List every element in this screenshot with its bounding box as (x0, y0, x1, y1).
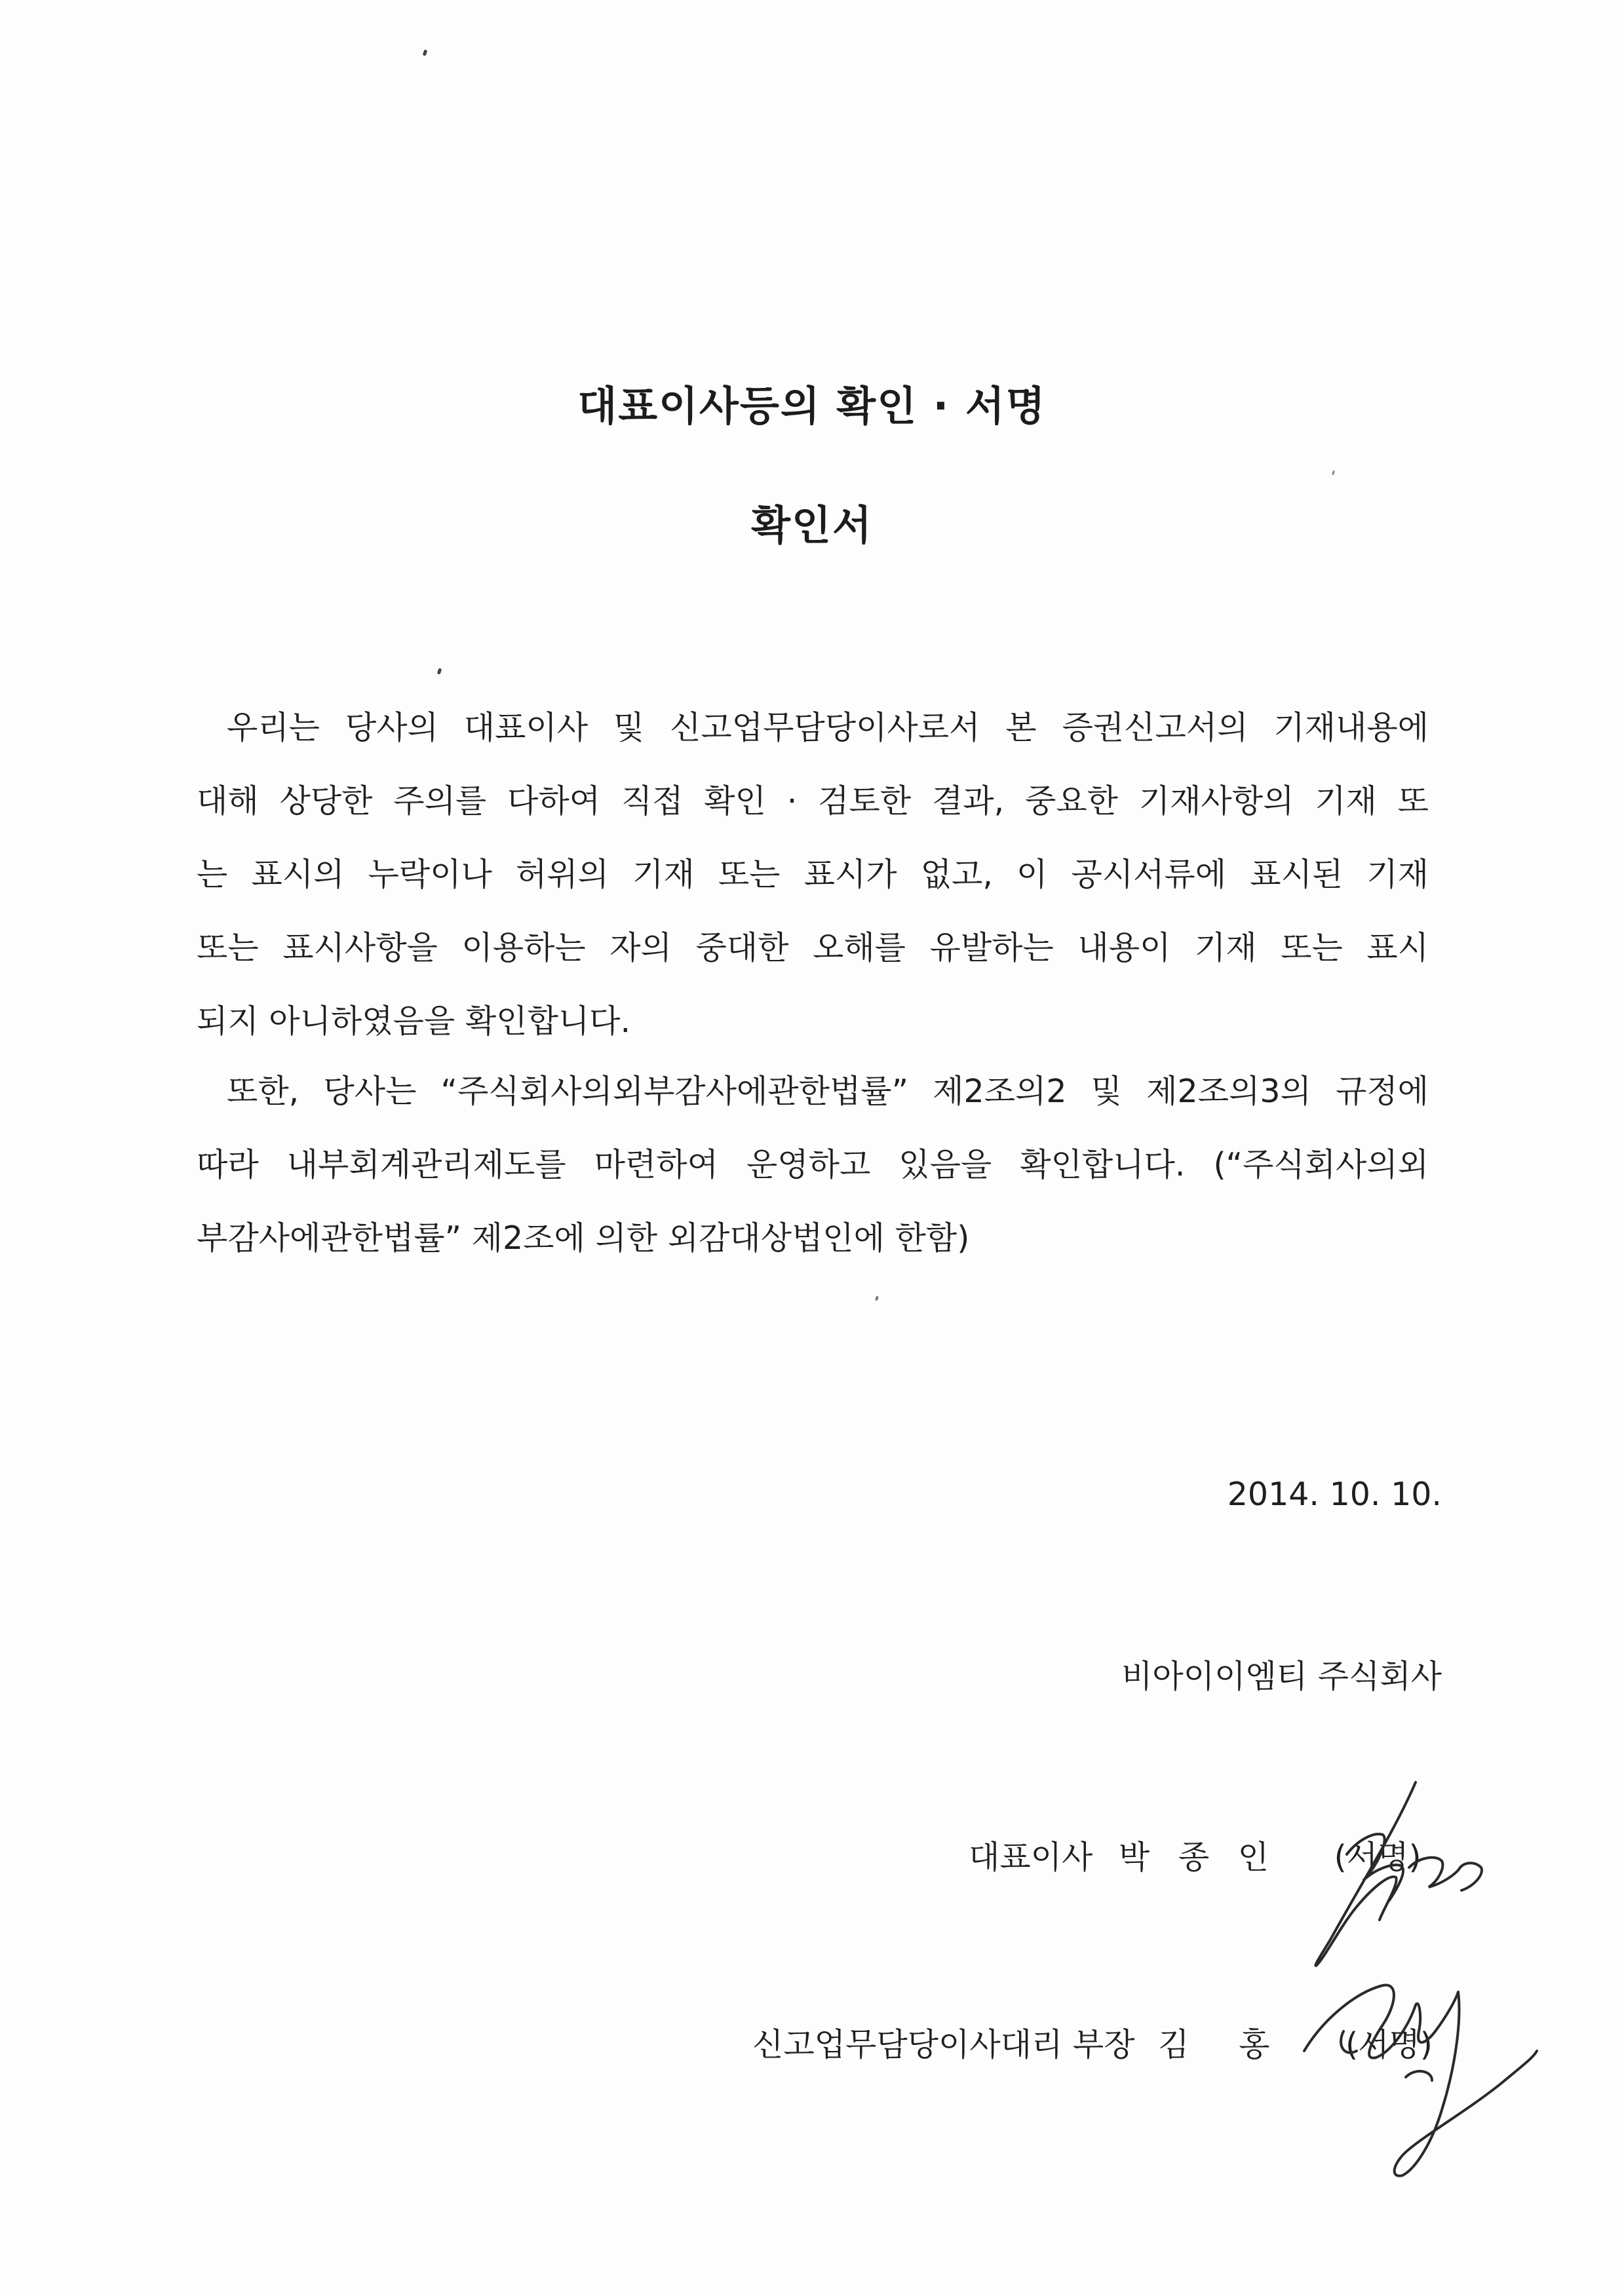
signer-reporting-officer-title: 신고업무담당이사대리 부장 (752, 2026, 1135, 2063)
paragraph-1-line: 는 표시의 누락이나 허위의 기재 또는 표시가 없고, 이 공시서류에 표시된 기재 (197, 856, 1429, 893)
paragraph-2-line: 따라 내부회계관리제도를 마련하여 운영하고 있음을 확인합니다. (“주식회사의외 (197, 1146, 1429, 1183)
scan-speck (437, 668, 442, 674)
paragraph-1-line: 대해 상당한 주의를 다하여 직접 확인 · 검토한 결과, 중요한 기재사항의 기재 또 (197, 782, 1429, 820)
signer-reporting-officer-name: 김 홍 (1158, 2026, 1290, 2063)
paragraph-1-line: 또는 표시사항을 이용하는 자의 중대한 오해를 유발하는 내용이 기재 또는 표시 (197, 929, 1429, 966)
paragraph-1-line: 우리는 당사의 대표이사 및 신고업무담당이사로서 본 증권신고서의 기재내용에 (227, 709, 1429, 746)
paragraph-2-line: 부감사에관한법률” 제2조에 의한 외감대상법인에 한함) (197, 1219, 970, 1257)
paragraph-1-line: 되지 아니하였음을 확인합니다. (197, 1003, 631, 1040)
paragraph-2-line: 또한, 당사는 “주식회사의외부감사에관한법률” 제2조의2 및 제2조의3의 규정에 (227, 1073, 1429, 1110)
document-subtitle: 확인서 (751, 501, 873, 549)
scan-speck (1332, 470, 1335, 476)
company-name: 비아이이엠티 주식회사 (1121, 1658, 1442, 1695)
signer-reporting-officer-seal-label: (서명) (1345, 2026, 1433, 2063)
scan-speck (423, 49, 428, 56)
paragraph-1 (197, 691, 1429, 1058)
paragraph-2 (197, 1055, 1429, 1275)
scan-speck (875, 1296, 879, 1301)
signer-ceo-seal-label: (서명) (1334, 1839, 1421, 1876)
signer-ceo-name: 박 종 인 (1118, 1839, 1279, 1876)
signer-ceo-title: 대표이사 (969, 1839, 1093, 1876)
document-title: 대표이사등의 확인 · 서명 (577, 382, 1047, 430)
officer-signature-icon (1285, 1953, 1547, 2202)
document-date: 2014. 10. 10. (1227, 1476, 1442, 1513)
